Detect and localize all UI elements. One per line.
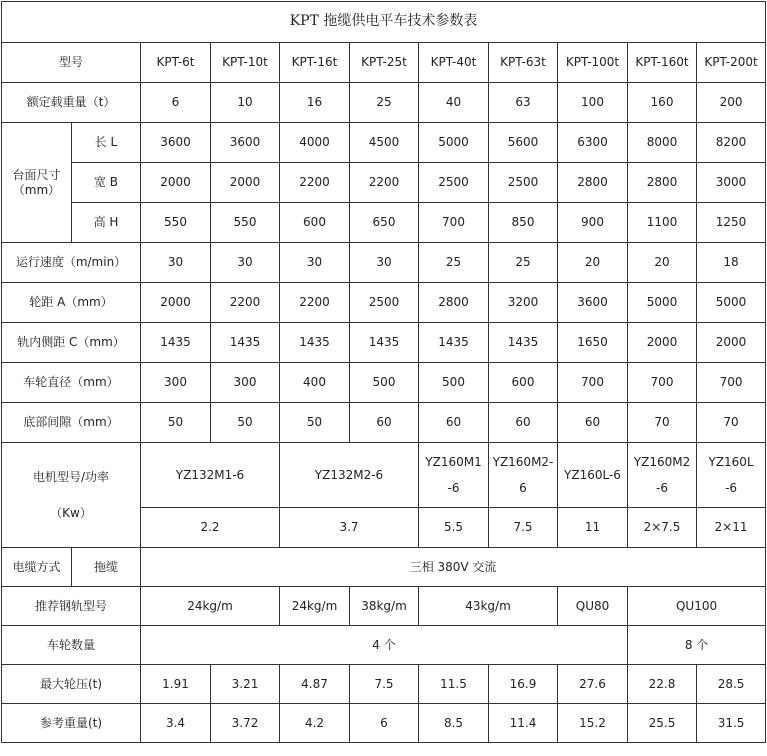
value-cell: 5000 (697, 283, 766, 323)
row-motor-model (2, 443, 766, 508)
value-cell: 2000 (697, 323, 766, 363)
value-cell: 2200 (350, 163, 419, 203)
value-cell: 2800 (558, 163, 628, 203)
value-cell: 60 (350, 403, 419, 443)
rail-cell: 43kg/m (419, 587, 558, 626)
row-wheel-count (2, 626, 766, 665)
motor-model-line: -6 (447, 481, 460, 495)
cable-value: 三相 380V 交流 (141, 548, 766, 587)
label-wheelbase: 轮距 A（mm） (2, 283, 141, 323)
value-cell: 16.9 (489, 665, 558, 704)
value-cell: 40 (419, 83, 489, 123)
value-cell: 4000 (280, 123, 350, 163)
value-cell: 20 (558, 243, 628, 283)
value-cell: 8000 (628, 123, 697, 163)
model-cell: KPT-6t (141, 43, 211, 83)
value-cell: 3600 (141, 123, 211, 163)
value-cell: 850 (489, 203, 558, 243)
motor-model-line: 6 (519, 481, 527, 495)
value-cell: 1435 (489, 323, 558, 363)
row-clearance (2, 403, 766, 443)
value-cell: 300 (211, 363, 280, 403)
label-speed: 运行速度（m/min） (2, 243, 141, 283)
motor-model-cell (697, 443, 766, 508)
motor-model-line: YZ160M2- (492, 454, 554, 469)
value-cell: 5000 (628, 283, 697, 323)
wheel-count-cell: 4 个 (141, 626, 628, 665)
motor-model-line: -6 (656, 481, 668, 495)
value-cell: 2500 (350, 283, 419, 323)
value-cell: 900 (558, 203, 628, 243)
motor-model-cell (419, 443, 489, 508)
label-cable: 电缆方式 (2, 548, 72, 587)
row-wheel-diameter (2, 363, 766, 403)
value-cell: 650 (350, 203, 419, 243)
value-cell: 28.5 (697, 665, 766, 704)
value-cell: 550 (141, 203, 211, 243)
value-cell: 3.72 (211, 704, 280, 743)
value-cell: 60 (489, 403, 558, 443)
label-gauge: 轨内侧距 C（mm） (2, 323, 141, 363)
value-cell: 2000 (628, 323, 697, 363)
motor-model-cell (628, 443, 697, 508)
value-cell: 30 (280, 243, 350, 283)
value-cell: 15.2 (558, 704, 628, 743)
value-cell: 8200 (697, 123, 766, 163)
value-cell: 31.5 (697, 704, 766, 743)
value-cell: 7.5 (350, 665, 419, 704)
value-cell: 4500 (350, 123, 419, 163)
value-cell: 30 (141, 243, 211, 283)
row-height (2, 203, 766, 243)
row-rail (2, 587, 766, 626)
motor-model-cell (489, 443, 558, 508)
label-table-size (2, 123, 72, 243)
value-cell: 10 (211, 83, 280, 123)
row-model (2, 43, 766, 83)
motor-model-cell: YZ132M2-6 (280, 443, 419, 508)
value-cell: 20 (628, 243, 697, 283)
row-ref-weight (2, 704, 766, 743)
value-cell: 5600 (489, 123, 558, 163)
value-cell: 30 (211, 243, 280, 283)
value-cell: 100 (558, 83, 628, 123)
value-cell: 8.5 (419, 704, 489, 743)
value-cell: 60 (419, 403, 489, 443)
motor-model-line: YZ160M2 (633, 454, 691, 469)
value-cell: 60 (558, 403, 628, 443)
label-length: 长 L (72, 123, 141, 163)
parameter-table (1, 1, 766, 743)
rail-cell: 24kg/m (141, 587, 280, 626)
value-cell: 3200 (489, 283, 558, 323)
value-cell: 3600 (211, 123, 280, 163)
value-cell: 4.87 (280, 665, 350, 704)
motor-model-cell: YZ160L-6 (558, 443, 628, 508)
row-load (2, 83, 766, 123)
value-cell: 5000 (419, 123, 489, 163)
value-cell: 600 (489, 363, 558, 403)
value-cell: 6300 (558, 123, 628, 163)
power-cell: 2×7.5 (628, 508, 697, 548)
label-motor-1: 电机型号/功率 (32, 470, 110, 484)
value-cell: 2200 (280, 283, 350, 323)
label-model: 型号 (2, 43, 141, 83)
label-rail: 推荐钢轨型号 (2, 587, 141, 626)
value-cell: 500 (419, 363, 489, 403)
value-cell: 1435 (280, 323, 350, 363)
rail-cell: QU80 (558, 587, 628, 626)
model-cell: KPT-100t (558, 43, 628, 83)
value-cell: 200 (697, 83, 766, 123)
value-cell: 30 (350, 243, 419, 283)
value-cell: 700 (419, 203, 489, 243)
label-max-wheel-load: 最大轮压(t) (2, 665, 141, 704)
value-cell: 1435 (141, 323, 211, 363)
model-cell: KPT-16t (280, 43, 350, 83)
label-table-size-2: （mm） (12, 182, 61, 197)
value-cell: 70 (697, 403, 766, 443)
value-cell: 25.5 (628, 704, 697, 743)
value-cell: 70 (628, 403, 697, 443)
value-cell: 400 (280, 363, 350, 403)
model-cell: KPT-160t (628, 43, 697, 83)
value-cell: 3.4 (141, 704, 211, 743)
label-load: 额定载重量（t） (2, 83, 141, 123)
value-cell: 1650 (558, 323, 628, 363)
value-cell: 50 (141, 403, 211, 443)
label-ref-weight: 参考重量(t) (2, 704, 141, 743)
label-motor (2, 443, 141, 548)
value-cell: 6 (350, 704, 419, 743)
value-cell: 700 (628, 363, 697, 403)
value-cell: 1250 (697, 203, 766, 243)
power-cell: 5.5 (419, 508, 489, 548)
model-cell: KPT-200t (697, 43, 766, 83)
motor-model-line: YZ160L (708, 454, 754, 469)
row-speed (2, 243, 766, 283)
value-cell: 600 (280, 203, 350, 243)
value-cell: 25 (489, 243, 558, 283)
power-cell: 2×11 (697, 508, 766, 548)
table-title: KPT 拖缆供电平车技术参数表 (2, 2, 766, 43)
value-cell: 1435 (419, 323, 489, 363)
label-wheel-diameter: 车轮直径（mm） (2, 363, 141, 403)
label-height: 高 H (72, 203, 141, 243)
value-cell: 2000 (211, 163, 280, 203)
label-table-size-1: 台面尺寸 (12, 167, 61, 182)
row-length (2, 123, 766, 163)
model-cell: KPT-25t (350, 43, 419, 83)
value-cell: 11.4 (489, 704, 558, 743)
value-cell: 27.6 (558, 665, 628, 704)
model-cell: KPT-63t (489, 43, 558, 83)
value-cell: 500 (350, 363, 419, 403)
motor-model-line: YZ160M1 (425, 454, 482, 469)
label-width: 宽 B (72, 163, 141, 203)
wheel-count-cell: 8 个 (628, 626, 766, 665)
value-cell: 2500 (489, 163, 558, 203)
rail-cell: 24kg/m (280, 587, 350, 626)
value-cell: 3.21 (211, 665, 280, 704)
power-cell: 11 (558, 508, 628, 548)
model-cell: KPT-40t (419, 43, 489, 83)
value-cell: 700 (558, 363, 628, 403)
value-cell: 3600 (558, 283, 628, 323)
power-cell: 3.7 (280, 508, 419, 548)
value-cell: 160 (628, 83, 697, 123)
power-cell: 2.2 (141, 508, 280, 548)
value-cell: 1.91 (141, 665, 211, 704)
label-clearance: 底部间隙（mm） (2, 403, 141, 443)
value-cell: 4.2 (280, 704, 350, 743)
value-cell: 25 (350, 83, 419, 123)
power-cell: 7.5 (489, 508, 558, 548)
label-wheel-count: 车轮数量 (2, 626, 141, 665)
value-cell: 1100 (628, 203, 697, 243)
value-cell: 700 (697, 363, 766, 403)
value-cell: 63 (489, 83, 558, 123)
row-width (2, 163, 766, 203)
label-motor-2: （Kw） (50, 506, 92, 520)
rail-cell: QU100 (628, 587, 766, 626)
row-wheelbase (2, 283, 766, 323)
value-cell: 18 (697, 243, 766, 283)
model-cell: KPT-10t (211, 43, 280, 83)
row-cable (2, 548, 766, 587)
value-cell: 2000 (141, 163, 211, 203)
motor-model-line: -6 (725, 481, 738, 495)
row-gauge (2, 323, 766, 363)
value-cell: 550 (211, 203, 280, 243)
value-cell: 2800 (419, 283, 489, 323)
value-cell: 1435 (350, 323, 419, 363)
value-cell: 50 (211, 403, 280, 443)
value-cell: 2000 (141, 283, 211, 323)
value-cell: 2200 (211, 283, 280, 323)
row-max-wheel-load (2, 665, 766, 704)
value-cell: 11.5 (419, 665, 489, 704)
value-cell: 50 (280, 403, 350, 443)
value-cell: 3000 (697, 163, 766, 203)
value-cell: 22.8 (628, 665, 697, 704)
value-cell: 2200 (280, 163, 350, 203)
rail-cell: 38kg/m (350, 587, 419, 626)
value-cell: 2500 (419, 163, 489, 203)
value-cell: 6 (141, 83, 211, 123)
motor-model-cell: YZ132M1-6 (141, 443, 280, 508)
label-cable-type: 拖缆 (72, 548, 141, 587)
value-cell: 300 (141, 363, 211, 403)
value-cell: 16 (280, 83, 350, 123)
value-cell: 25 (419, 243, 489, 283)
value-cell: 2800 (628, 163, 697, 203)
value-cell: 1435 (211, 323, 280, 363)
